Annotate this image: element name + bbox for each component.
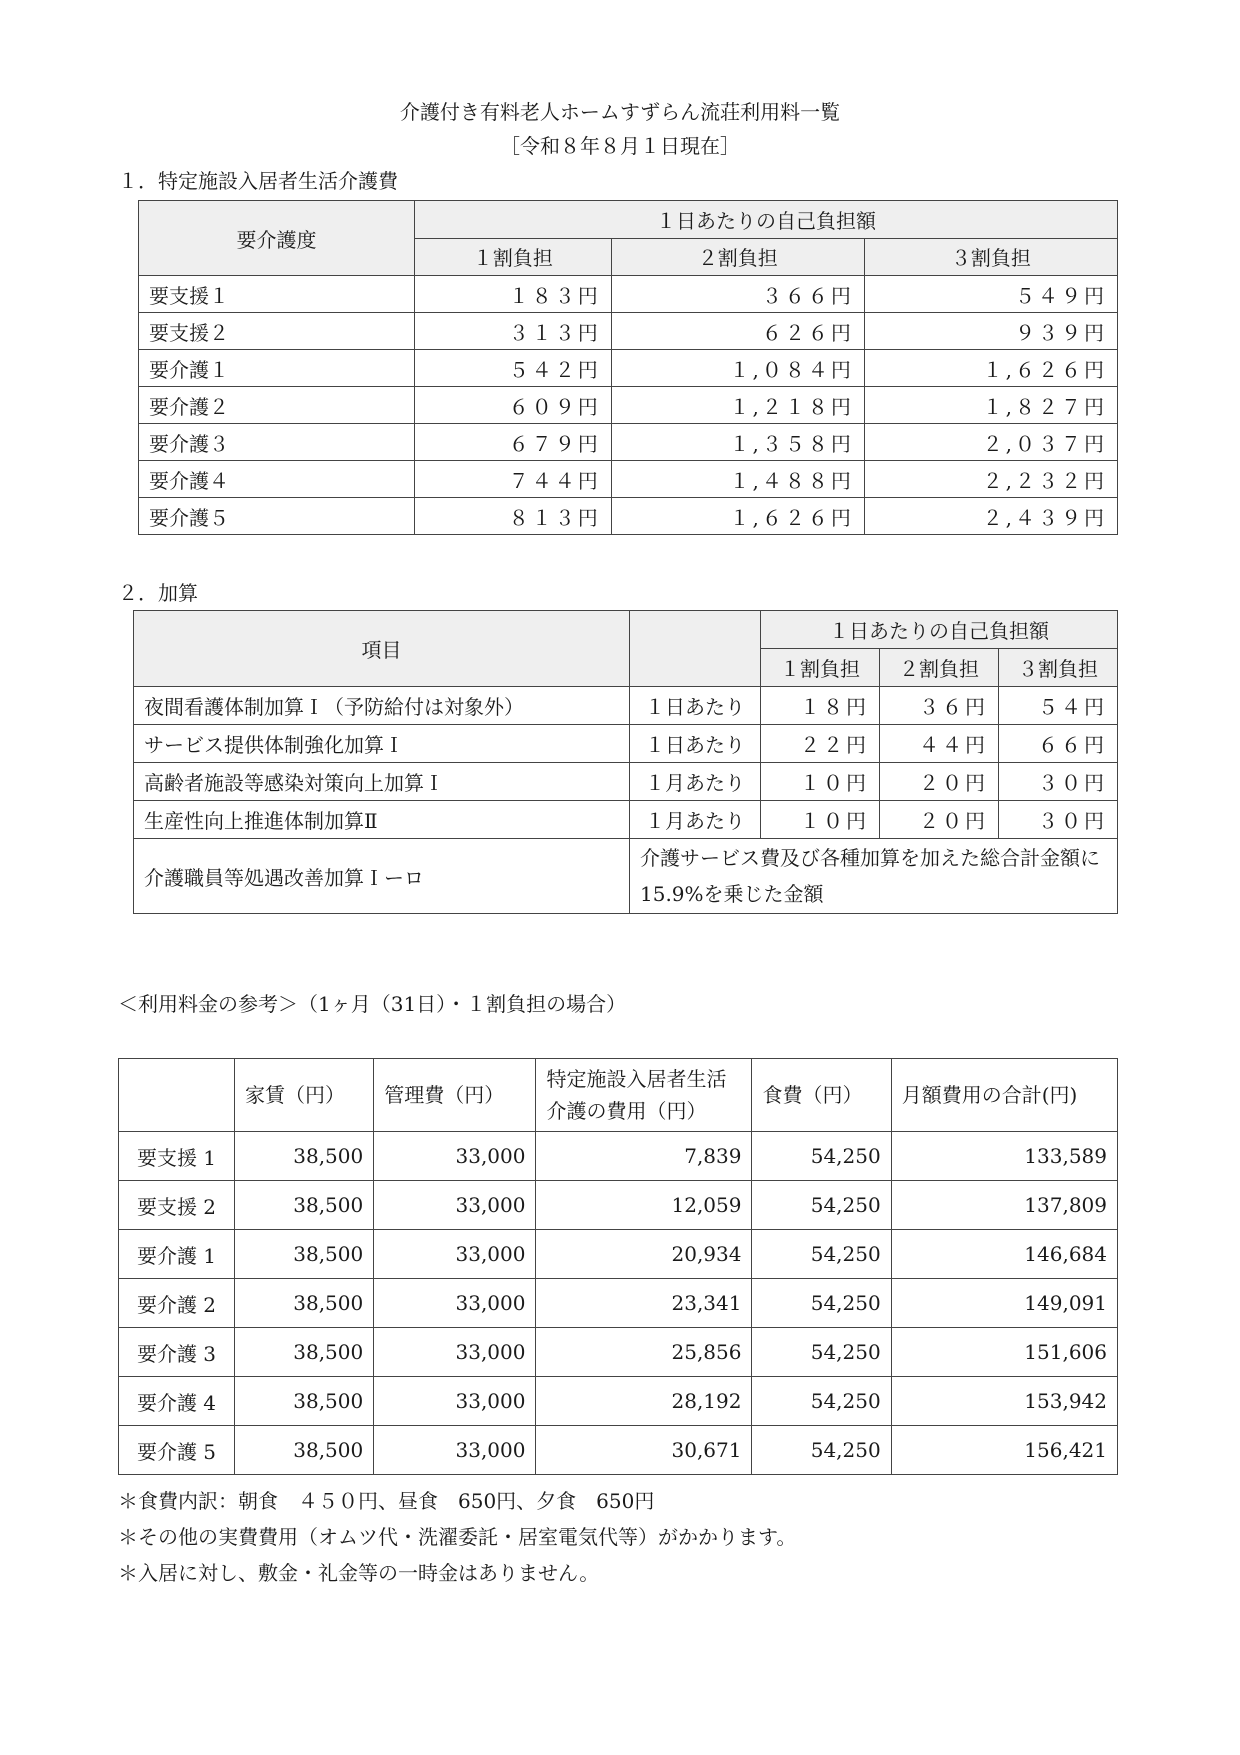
fee-1wari: １０円 <box>761 801 880 839</box>
col-unit <box>630 611 761 687</box>
fee-1wari: ７４４円 <box>415 461 612 498</box>
addition-unit: １月あたり <box>630 763 761 801</box>
fee-1wari: １０円 <box>761 763 880 801</box>
footnote-deposit: ＊入居に対し、敷金・礼金等の一時金はありません。 <box>118 1561 600 1585</box>
care-level: 要介護 1 <box>119 1230 235 1279</box>
care-fee-table <box>138 200 1118 535</box>
table-row <box>139 387 1118 424</box>
care-level: 要介護４ <box>139 461 415 498</box>
rent: 38,500 <box>235 1328 374 1377</box>
col-1wari: １割負担 <box>415 238 612 276</box>
care-level: 要支援 2 <box>119 1181 235 1230</box>
addition-table <box>133 610 1118 914</box>
food-cost: 54,250 <box>752 1230 891 1279</box>
table-row <box>139 498 1118 535</box>
col-daily-copay: １日あたりの自己負担額 <box>415 201 1118 239</box>
col-2wari: ２割負担 <box>611 238 864 276</box>
care-level: 要介護 5 <box>119 1426 235 1475</box>
care-cost: 25,856 <box>536 1328 752 1377</box>
col-daily-copay: １日あたりの自己負担額 <box>761 611 1118 649</box>
document-title: 介護付き有料老人ホームすずらん流荘利用料一覧 <box>399 100 841 124</box>
fee-3wari: １,８２７円 <box>864 387 1117 424</box>
addition-unit: １月あたり <box>630 801 761 839</box>
col-3wari: ３割負担 <box>864 238 1117 276</box>
care-level: 要介護５ <box>139 498 415 535</box>
care-level: 要介護 3 <box>119 1328 235 1377</box>
col-food: 食費（円） <box>752 1059 891 1132</box>
section2-heading: ２．加算 <box>118 581 198 605</box>
fee-2wari: ２０円 <box>880 801 999 839</box>
rent: 38,500 <box>235 1279 374 1328</box>
fee-2wari: ３６６円 <box>611 276 864 313</box>
management-fee: 33,000 <box>374 1279 536 1328</box>
table-row <box>119 1328 1118 1377</box>
management-fee: 33,000 <box>374 1230 536 1279</box>
addition-unit: １日あたり <box>630 725 761 763</box>
fee-3wari: １,６２６円 <box>864 350 1117 387</box>
food-cost: 54,250 <box>752 1377 891 1426</box>
fee-3wari: ２,０３７円 <box>864 424 1117 461</box>
footnotes <box>118 1483 796 1591</box>
monthly-total: 146,684 <box>891 1230 1117 1279</box>
care-cost: 20,934 <box>536 1230 752 1279</box>
rent: 38,500 <box>235 1230 374 1279</box>
care-level: 要介護２ <box>139 387 415 424</box>
addition-item: サービス提供体制強化加算Ｉ <box>134 725 630 763</box>
table-row <box>134 763 1118 801</box>
fee-1wari: ２２円 <box>761 725 880 763</box>
care-cost: 28,192 <box>536 1377 752 1426</box>
food-cost: 54,250 <box>752 1132 891 1181</box>
col-3wari: ３割負担 <box>999 649 1118 687</box>
management-fee: 33,000 <box>374 1328 536 1377</box>
table-row <box>134 687 1118 725</box>
fee-1wari: ６７９円 <box>415 424 612 461</box>
food-cost: 54,250 <box>752 1426 891 1475</box>
effective-date: ［令和８年８月１日現在］ <box>500 134 740 158</box>
fee-2wari: ４４円 <box>880 725 999 763</box>
monthly-fee-table <box>118 1058 1118 1475</box>
addition-item: 介護職員等処遇改善加算Ｉーロ <box>134 839 630 914</box>
fee-1wari: ６０９円 <box>415 387 612 424</box>
monthly-total: 156,421 <box>891 1426 1117 1475</box>
care-cost: 30,671 <box>536 1426 752 1475</box>
table-row <box>119 1426 1118 1475</box>
fee-1wari: ８１３円 <box>415 498 612 535</box>
table-row <box>139 350 1118 387</box>
reference-heading: ＜利用料金の参考＞（1ヶ月（31日）・１割負担の場合） <box>118 992 627 1016</box>
fee-2wari: ６２６円 <box>611 313 864 350</box>
care-level: 要介護 4 <box>119 1377 235 1426</box>
table-row <box>134 801 1118 839</box>
fee-3wari: ６６円 <box>999 725 1118 763</box>
table-row <box>139 461 1118 498</box>
management-fee: 33,000 <box>374 1426 536 1475</box>
table-row <box>134 839 1118 914</box>
table-row <box>119 1181 1118 1230</box>
fee-2wari: １,３５８円 <box>611 424 864 461</box>
care-cost: 7,839 <box>536 1132 752 1181</box>
fee-3wari: ９３９円 <box>864 313 1117 350</box>
fee-3wari: ３０円 <box>999 801 1118 839</box>
management-fee: 33,000 <box>374 1377 536 1426</box>
management-fee: 33,000 <box>374 1181 536 1230</box>
col-management: 管理費（円） <box>374 1059 536 1132</box>
care-level: 要支援 1 <box>119 1132 235 1181</box>
care-level: 要介護 2 <box>119 1279 235 1328</box>
fee-2wari: ３６円 <box>880 687 999 725</box>
fee-2wari: １,０８４円 <box>611 350 864 387</box>
care-cost: 23,341 <box>536 1279 752 1328</box>
rent: 38,500 <box>235 1132 374 1181</box>
addition-item: 夜間看護体制加算Ｉ（予防給付は対象外） <box>134 687 630 725</box>
col-rent: 家賃（円） <box>235 1059 374 1132</box>
footnote-other-costs: ＊その他の実費費用（オムツ代・洗濯委託・居室電気代等）がかかります。 <box>118 1525 797 1549</box>
fee-1wari: ５４２円 <box>415 350 612 387</box>
table-row <box>119 1279 1118 1328</box>
food-cost: 54,250 <box>752 1328 891 1377</box>
food-cost: 54,250 <box>752 1279 891 1328</box>
care-level: 要介護３ <box>139 424 415 461</box>
col-care-cost: 特定施設入居者生活介護の費用（円） <box>536 1059 752 1132</box>
section1-heading: １．特定施設入居者生活介護費 <box>118 169 398 193</box>
col-2wari: ２割負担 <box>880 649 999 687</box>
table-row <box>139 276 1118 313</box>
fee-2wari: ２０円 <box>880 763 999 801</box>
table-row <box>119 1132 1118 1181</box>
care-level: 要介護１ <box>139 350 415 387</box>
col-item: 項目 <box>134 611 630 687</box>
table-row <box>119 1377 1118 1426</box>
table-row <box>139 313 1118 350</box>
monthly-total: 137,809 <box>891 1181 1117 1230</box>
fee-3wari: ５４９円 <box>864 276 1117 313</box>
addition-item: 生産性向上推進体制加算Ⅱ <box>134 801 630 839</box>
table-row <box>139 424 1118 461</box>
table-row <box>134 725 1118 763</box>
monthly-total: 133,589 <box>891 1132 1117 1181</box>
col-care-level: 要介護度 <box>139 201 415 276</box>
management-fee: 33,000 <box>374 1132 536 1181</box>
fee-1wari: １８円 <box>761 687 880 725</box>
rent: 38,500 <box>235 1377 374 1426</box>
col-total: 月額費用の合計(円) <box>891 1059 1117 1132</box>
fee-2wari: １,６２６円 <box>611 498 864 535</box>
fee-2wari: １,２１８円 <box>611 387 864 424</box>
monthly-total: 153,942 <box>891 1377 1117 1426</box>
col-1wari: １割負担 <box>761 649 880 687</box>
fee-1wari: １８３円 <box>415 276 612 313</box>
care-level: 要支援２ <box>139 313 415 350</box>
fee-3wari: ３０円 <box>999 763 1118 801</box>
fee-3wari: ２,２３２円 <box>864 461 1117 498</box>
table-row <box>119 1230 1118 1279</box>
rent: 38,500 <box>235 1426 374 1475</box>
addition-note: 介護サービス費及び各種加算を加えた総合計金額に 15.9%を乗じた金額 <box>630 839 1118 914</box>
addition-item: 高齢者施設等感染対策向上加算Ｉ <box>134 763 630 801</box>
fee-2wari: １,４８８円 <box>611 461 864 498</box>
monthly-total: 149,091 <box>891 1279 1117 1328</box>
fee-1wari: ３１３円 <box>415 313 612 350</box>
care-cost: 12,059 <box>536 1181 752 1230</box>
rent: 38,500 <box>235 1181 374 1230</box>
addition-unit: １日あたり <box>630 687 761 725</box>
fee-3wari: ２,４３９円 <box>864 498 1117 535</box>
fee-3wari: ５４円 <box>999 687 1118 725</box>
food-cost: 54,250 <box>752 1181 891 1230</box>
care-level: 要支援１ <box>139 276 415 313</box>
footnote-food: ＊食費内訳：朝食 ４５０円、昼食 650円、夕食 650円 <box>118 1489 655 1513</box>
monthly-total: 151,606 <box>891 1328 1117 1377</box>
col-level-blank <box>119 1059 235 1132</box>
